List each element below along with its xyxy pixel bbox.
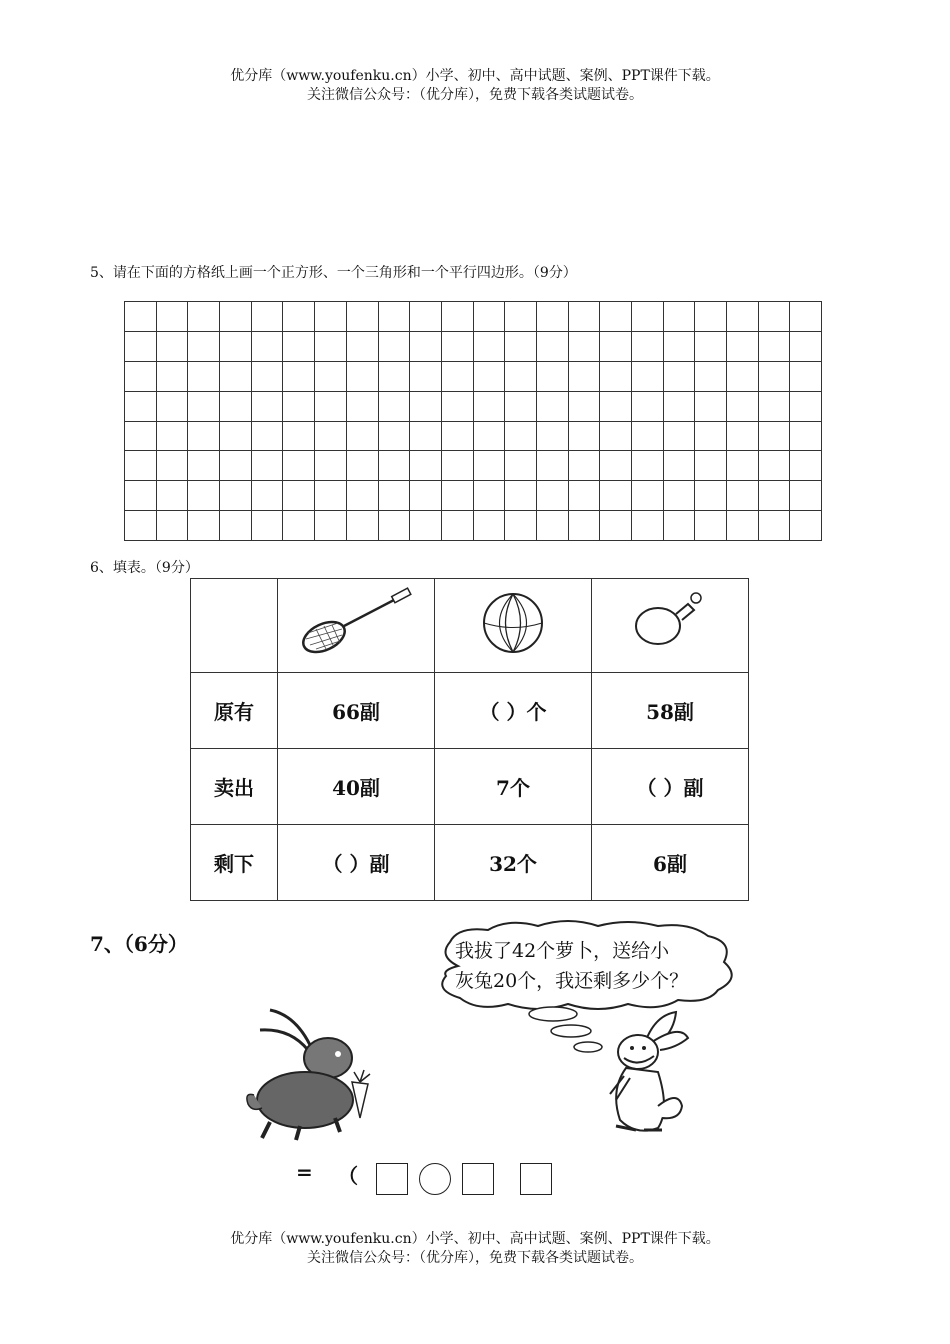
grid-cell[interactable] — [758, 361, 790, 391]
table-answer-cell[interactable]: （ ）副 — [278, 825, 435, 901]
grid-cell[interactable] — [220, 302, 252, 332]
table-cell: 40副 — [278, 749, 435, 825]
grid-cell[interactable] — [695, 391, 727, 421]
grid-cell[interactable] — [378, 511, 410, 541]
ping-pong-paddle-icon — [630, 588, 710, 658]
question-7-title: 7、（6分） — [90, 932, 188, 956]
grid-cell[interactable] — [568, 481, 600, 511]
grid-row — [125, 361, 822, 391]
grid-cell[interactable] — [188, 481, 220, 511]
grid-cell[interactable] — [632, 302, 664, 332]
grid-cell[interactable] — [188, 421, 220, 451]
grid-cell[interactable] — [410, 481, 442, 511]
grid-cell[interactable] — [758, 391, 790, 421]
grid-cell[interactable] — [378, 451, 410, 481]
grid-cell[interactable] — [283, 302, 315, 332]
grid-cell[interactable] — [790, 511, 822, 541]
grid-cell[interactable] — [536, 511, 568, 541]
bubble-line-1: 我拔了42个萝卜，送给小 — [455, 940, 670, 962]
grid-cell[interactable] — [378, 481, 410, 511]
grid-cell[interactable] — [790, 421, 822, 451]
grid-cell[interactable] — [758, 302, 790, 332]
grid-cell[interactable] — [315, 331, 347, 361]
grid-cell[interactable] — [600, 391, 632, 421]
grid-cell[interactable] — [663, 481, 695, 511]
grid-cell[interactable] — [251, 391, 283, 421]
answer-box-3[interactable] — [520, 1163, 552, 1195]
grid-cell[interactable] — [125, 391, 157, 421]
grid-cell[interactable] — [378, 331, 410, 361]
answer-box-2[interactable] — [462, 1163, 494, 1195]
grid-row — [125, 391, 822, 421]
grid-cell[interactable] — [188, 391, 220, 421]
grid-cell[interactable] — [346, 511, 378, 541]
grid-cell[interactable] — [505, 421, 537, 451]
ball-icon — [478, 588, 548, 658]
grid-cell[interactable] — [410, 361, 442, 391]
grid-cell[interactable] — [283, 331, 315, 361]
grid-cell[interactable] — [441, 302, 473, 332]
grid-cell[interactable] — [220, 481, 252, 511]
grid-cell[interactable] — [125, 451, 157, 481]
grid-cell[interactable] — [663, 421, 695, 451]
grid-cell[interactable] — [790, 331, 822, 361]
header-line-2: 关注微信公众号：（优分库），免费下载各类试题试卷。 — [307, 87, 643, 103]
grid-cell[interactable] — [251, 421, 283, 451]
grid-cell[interactable] — [600, 511, 632, 541]
grid-cell[interactable] — [536, 421, 568, 451]
fill-table — [190, 578, 749, 901]
grid-cell[interactable] — [315, 361, 347, 391]
grid-cell[interactable] — [315, 391, 347, 421]
operator-circle[interactable] — [419, 1163, 451, 1195]
grid-cell[interactable] — [758, 331, 790, 361]
grid-cell[interactable] — [632, 451, 664, 481]
grid-cell[interactable] — [188, 361, 220, 391]
grid-cell[interactable] — [790, 391, 822, 421]
row-label: 卖出 — [191, 749, 278, 825]
grid-cell[interactable] — [727, 451, 759, 481]
grid-cell[interactable] — [125, 421, 157, 451]
grid-cell[interactable] — [568, 511, 600, 541]
grid-cell[interactable] — [251, 331, 283, 361]
grid-cell[interactable] — [695, 451, 727, 481]
grid-cell[interactable] — [378, 421, 410, 451]
grid-cell[interactable] — [727, 302, 759, 332]
grid-cell[interactable] — [441, 451, 473, 481]
grid-cell[interactable] — [346, 331, 378, 361]
grid-cell[interactable] — [378, 302, 410, 332]
grid-cell[interactable] — [663, 302, 695, 332]
grid-cell[interactable] — [251, 451, 283, 481]
grid-cell[interactable] — [283, 361, 315, 391]
grid-cell[interactable] — [441, 421, 473, 451]
grid-cell[interactable] — [568, 361, 600, 391]
grid-cell[interactable] — [156, 302, 188, 332]
grid-cell[interactable] — [220, 331, 252, 361]
grid-cell[interactable] — [632, 331, 664, 361]
grid-cell[interactable] — [346, 302, 378, 332]
grid-cell[interactable] — [220, 511, 252, 541]
grid-cell[interactable] — [568, 451, 600, 481]
answer-box-1[interactable] — [376, 1163, 408, 1195]
grid-cell[interactable] — [378, 391, 410, 421]
grid-cell[interactable] — [410, 451, 442, 481]
grid-cell[interactable] — [632, 421, 664, 451]
grid-cell[interactable] — [600, 331, 632, 361]
grid-cell[interactable] — [125, 302, 157, 332]
grid-cell[interactable] — [790, 361, 822, 391]
grid-cell[interactable] — [632, 511, 664, 541]
bubble-line-2: 灰兔20个，我还剩多少个？ — [455, 970, 689, 992]
grid-cell[interactable] — [473, 511, 505, 541]
grid-cell[interactable] — [600, 451, 632, 481]
grid-cell[interactable] — [663, 391, 695, 421]
grid-cell[interactable] — [663, 361, 695, 391]
table-cell: 66副 — [278, 673, 435, 749]
grid-cell[interactable] — [125, 331, 157, 361]
grid-cell[interactable] — [125, 361, 157, 391]
grid-cell[interactable] — [346, 481, 378, 511]
grid-cell[interactable] — [600, 481, 632, 511]
grid-row — [125, 481, 822, 511]
grid-cell[interactable] — [473, 391, 505, 421]
grid-cell[interactable] — [156, 481, 188, 511]
ping-pong-paddle-cell — [592, 579, 749, 673]
grid-cell[interactable] — [378, 361, 410, 391]
grid-paper[interactable] — [124, 301, 822, 541]
grid-cell[interactable] — [568, 302, 600, 332]
grid-cell[interactable] — [790, 451, 822, 481]
grid-cell[interactable] — [600, 421, 632, 451]
grid-cell[interactable] — [568, 421, 600, 451]
grid-cell[interactable] — [632, 391, 664, 421]
grid-cell[interactable] — [220, 391, 252, 421]
grid-cell[interactable] — [220, 451, 252, 481]
grid-cell[interactable] — [536, 481, 568, 511]
grid-cell[interactable] — [727, 391, 759, 421]
grid-cell[interactable] — [125, 481, 157, 511]
grid-cell[interactable] — [632, 361, 664, 391]
grid-cell[interactable] — [410, 391, 442, 421]
grid-cell[interactable] — [473, 451, 505, 481]
grid-row — [125, 331, 822, 361]
grid-cell[interactable] — [727, 511, 759, 541]
gray-rabbit-icon — [240, 1000, 380, 1145]
grid-cell[interactable] — [156, 451, 188, 481]
grid-cell[interactable] — [441, 391, 473, 421]
grid-cell[interactable] — [410, 421, 442, 451]
white-rabbit-icon — [596, 1010, 696, 1140]
grid-cell[interactable] — [156, 511, 188, 541]
grid-cell[interactable] — [505, 361, 537, 391]
grid-cell[interactable] — [315, 481, 347, 511]
grid-cell[interactable] — [220, 421, 252, 451]
grid-cell[interactable] — [188, 302, 220, 332]
grid-cell[interactable] — [156, 421, 188, 451]
grid-cell[interactable] — [505, 302, 537, 332]
grid-cell[interactable] — [473, 361, 505, 391]
grid-cell[interactable] — [156, 361, 188, 391]
grid-cell[interactable] — [315, 511, 347, 541]
grid-cell[interactable] — [695, 331, 727, 361]
question-6-text: 6、填表。（9分） — [90, 560, 199, 576]
grid-cell[interactable] — [283, 481, 315, 511]
grid-cell[interactable] — [441, 481, 473, 511]
grid-cell[interactable] — [125, 511, 157, 541]
grid-cell[interactable] — [220, 361, 252, 391]
grid-cell[interactable] — [632, 481, 664, 511]
grid-cell[interactable] — [505, 451, 537, 481]
grid-cell[interactable] — [410, 511, 442, 541]
grid-cell[interactable] — [727, 481, 759, 511]
grid-cell[interactable] — [663, 331, 695, 361]
ball-cell — [435, 579, 592, 673]
grid-cell[interactable] — [283, 391, 315, 421]
grid-cell[interactable] — [251, 361, 283, 391]
grid-cell[interactable] — [727, 421, 759, 451]
grid-cell[interactable] — [727, 331, 759, 361]
grid-cell[interactable] — [315, 451, 347, 481]
grid-cell[interactable] — [536, 331, 568, 361]
grid-cell[interactable] — [410, 302, 442, 332]
grid-row — [125, 421, 822, 451]
badminton-racket-icon — [296, 583, 416, 663]
open-paren: （ — [338, 1164, 358, 1188]
grid-cell[interactable] — [505, 481, 537, 511]
grid-cell[interactable] — [315, 302, 347, 332]
table-answer-cell[interactable]: （ ）副 — [592, 749, 749, 825]
grid-cell[interactable] — [758, 511, 790, 541]
grid-cell[interactable] — [536, 451, 568, 481]
grid-cell[interactable] — [156, 331, 188, 361]
table-corner-cell — [191, 579, 278, 673]
table-answer-cell[interactable]: （ ）个 — [435, 673, 592, 749]
grid-cell[interactable] — [251, 302, 283, 332]
grid-cell[interactable] — [441, 331, 473, 361]
table-cell: 6副 — [592, 825, 749, 901]
grid-cell[interactable] — [663, 511, 695, 541]
row-label: 原有 — [191, 673, 278, 749]
grid-cell[interactable] — [505, 391, 537, 421]
grid-row — [125, 511, 822, 541]
header-line-1: 优分库（www.youfenku.cn）小学、初中、高中试题、案例、PPT课件下载。 — [230, 68, 720, 84]
table-cell: 32个 — [435, 825, 592, 901]
grid-cell[interactable] — [695, 481, 727, 511]
badminton-racket-cell — [278, 579, 435, 673]
grid-cell[interactable] — [600, 361, 632, 391]
table-row — [191, 825, 749, 901]
grid-cell[interactable] — [695, 302, 727, 332]
table-cell: 7个 — [435, 749, 592, 825]
grid-cell[interactable] — [441, 361, 473, 391]
grid-cell[interactable] — [663, 451, 695, 481]
grid-cell[interactable] — [473, 302, 505, 332]
grid-cell[interactable] — [188, 511, 220, 541]
row-label: 剩下 — [191, 825, 278, 901]
table-row — [191, 749, 749, 825]
grid-cell[interactable] — [695, 361, 727, 391]
grid-cell[interactable] — [695, 511, 727, 541]
grid-cell[interactable] — [441, 511, 473, 541]
grid-cell[interactable] — [346, 451, 378, 481]
footer-line-1: 优分库（www.youfenku.cn）小学、初中、高中试题、案例、PPT课件下载。 — [230, 1231, 720, 1247]
grid-cell[interactable] — [790, 481, 822, 511]
grid-cell[interactable] — [346, 361, 378, 391]
bubble-text — [455, 936, 688, 996]
grid-cell[interactable] — [473, 481, 505, 511]
grid-cell[interactable] — [188, 451, 220, 481]
grid-cell[interactable] — [568, 391, 600, 421]
grid-row — [125, 451, 822, 481]
grid-cell[interactable] — [727, 361, 759, 391]
grid-cell[interactable] — [346, 391, 378, 421]
grid-cell[interactable] — [505, 331, 537, 361]
grid-cell[interactable] — [251, 511, 283, 541]
grid-cell[interactable] — [156, 391, 188, 421]
grid-cell[interactable] — [283, 421, 315, 451]
grid-cell[interactable] — [536, 302, 568, 332]
grid-row — [125, 302, 822, 332]
question-5-text: 5、请在下面的方格纸上画一个正方形、一个三角形和一个平行四边形。（9分） — [90, 265, 577, 281]
grid-cell[interactable] — [536, 361, 568, 391]
equals-sign: = — [296, 1160, 313, 1184]
grid-cell[interactable] — [695, 421, 727, 451]
grid-cell[interactable] — [251, 481, 283, 511]
grid-cell[interactable] — [283, 451, 315, 481]
grid-cell[interactable] — [790, 302, 822, 332]
footer-line-2: 关注微信公众号：（优分库），免费下载各类试题试卷。 — [307, 1250, 643, 1266]
grid-cell[interactable] — [283, 511, 315, 541]
table-row — [191, 673, 749, 749]
grid-cell[interactable] — [758, 451, 790, 481]
grid-cell[interactable] — [473, 421, 505, 451]
grid-cell[interactable] — [505, 511, 537, 541]
grid-cell[interactable] — [758, 421, 790, 451]
grid-cell[interactable] — [600, 302, 632, 332]
table-cell: 58副 — [592, 673, 749, 749]
grid-cell[interactable] — [758, 481, 790, 511]
grid-cell[interactable] — [346, 421, 378, 451]
grid-cell[interactable] — [568, 331, 600, 361]
grid-cell[interactable] — [188, 331, 220, 361]
grid-cell[interactable] — [536, 391, 568, 421]
grid-cell[interactable] — [410, 331, 442, 361]
grid-cell[interactable] — [315, 421, 347, 451]
grid-cell[interactable] — [473, 331, 505, 361]
